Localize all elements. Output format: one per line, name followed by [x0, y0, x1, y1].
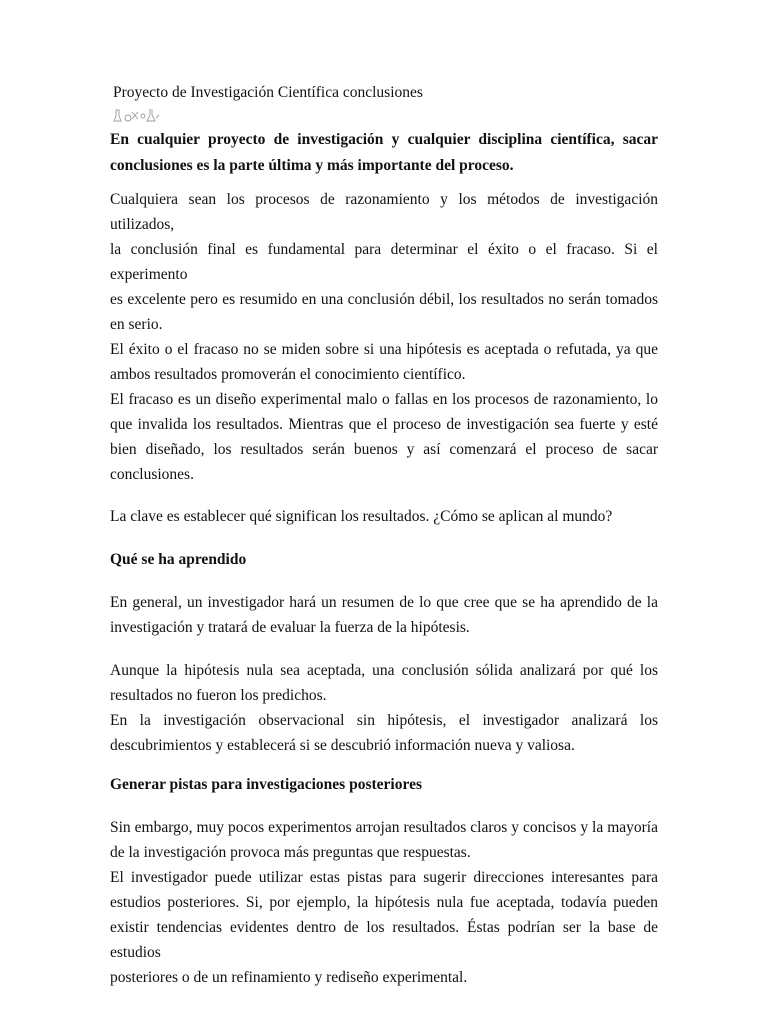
paragraph-5: En general, un investigador hará un resumen de lo que cree que se ha aprendido de la investigación y tratará de evaluar la fuerza de la hipótesis. [110, 594, 658, 636]
lead-paragraph: En cualquier proyecto de investigación y cualquier disciplina científica, sacar conclusiones es la parte última y más importante del proceso. [110, 131, 658, 174]
section-heading-1: Qué se ha aprendido [110, 551, 247, 568]
paragraph-7: En la investigación observacional sin hipótesis, el investigador analizará los descubrimientos y establecerá si se descubrió información nueva y valiosa. [110, 712, 658, 754]
document-title: Proyecto de Investigación Científica conclusiones [113, 84, 423, 101]
document-page [110, 82, 658, 990]
section-heading-2: Generar pistas para investigaciones posteriores [110, 776, 422, 793]
flask-icon [112, 106, 162, 124]
paragraph-9: El investigador puede utilizar estas pistas para sugerir direcciones interesantes para estudios posteriores. Si, por ejemplo, la hipótesis nula fue aceptada, todavía pueden existir tendencias evidentes dentro de los resultados. Éstas podrían ser la base de estudios posteriores o de un refinamiento y rediseño experimental. [110, 869, 658, 986]
paragraph-8: Sin embargo, muy pocos experimentos arrojan resultados claros y concisos y la mayoría de la investigación provoca más preguntas que respuestas. [110, 819, 658, 861]
paragraph-3: El fracaso es un diseño experimental malo o fallas en los procesos de razonamiento, lo que invalida los resultados. Mientras que el proceso de investigación sea fuerte y esté bien diseñado, los resultados serán buenos y así comenzará el proceso de sacar conclusiones. [110, 391, 658, 483]
paragraph-6: Aunque la hipótesis nula sea aceptada, una conclusión sólida analizará por qué los resultados no fueron los predichos. [110, 662, 658, 704]
paragraph-1: Cualquiera sean los procesos de razonamiento y los métodos de investigación utilizados, la conclusión final es fundamental para determinar el éxito o el fracaso. Si el experimento es excelente pero es resumido en una conclusión débil, los resultados no serán tomados en serio. [110, 191, 658, 333]
decorative-scientific-icons [112, 106, 658, 126]
paragraph-2: El éxito o el fracaso no se miden sobre si una hipótesis es aceptada o refutada, ya que ambos resultados promoverán el conocimiento científico. [110, 341, 658, 383]
paragraph-4: La clave es establecer qué significan los resultados. ¿Cómo se aplican al mundo? [110, 508, 613, 525]
